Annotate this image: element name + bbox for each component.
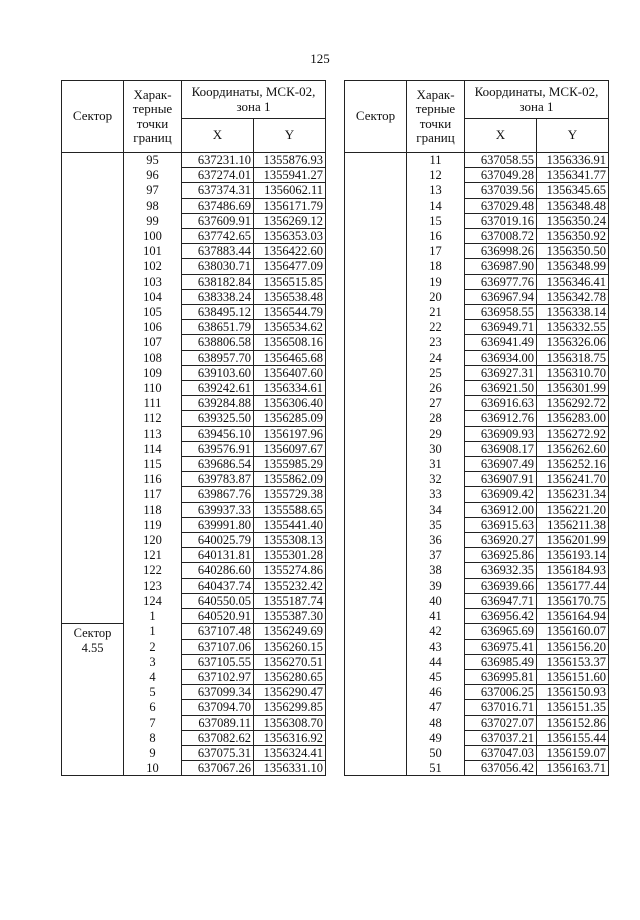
point-number-cell: 15	[407, 213, 465, 228]
y-coordinate-cell: 1355274.86	[254, 563, 326, 578]
x-coordinate-cell: 637008.72	[465, 229, 537, 244]
point-number-cell: 8	[124, 730, 182, 745]
y-coordinate-cell: 1356515.85	[254, 274, 326, 289]
point-number-cell: 21	[407, 305, 465, 320]
sector-cell	[345, 153, 407, 776]
point-number-cell: 104	[124, 289, 182, 304]
y-coordinate-cell: 1356285.09	[254, 411, 326, 426]
point-number-cell: 39	[407, 578, 465, 593]
x-coordinate-cell: 638495.12	[182, 305, 254, 320]
x-coordinate-cell: 639456.10	[182, 426, 254, 441]
y-coordinate-cell: 1356160.07	[537, 624, 609, 639]
x-coordinate-cell: 637094.70	[182, 700, 254, 715]
y-coordinate-cell: 1356310.70	[537, 365, 609, 380]
x-coordinate-cell: 636907.49	[465, 457, 537, 472]
point-number-cell: 7	[124, 715, 182, 730]
x-coordinate-cell: 637105.55	[182, 654, 254, 669]
y-coordinate-cell: 1356252.16	[537, 457, 609, 472]
point-number-cell: 99	[124, 213, 182, 228]
x-coordinate-cell: 636920.27	[465, 533, 537, 548]
x-coordinate-cell: 639242.61	[182, 381, 254, 396]
header-coords: Координаты, МСК-02, зона 1	[182, 81, 326, 119]
y-coordinate-cell: 1356272.92	[537, 426, 609, 441]
x-coordinate-cell: 639937.33	[182, 502, 254, 517]
point-number-cell: 25	[407, 365, 465, 380]
point-number-cell: 14	[407, 198, 465, 213]
y-coordinate-cell: 1356262.60	[537, 441, 609, 456]
point-number-cell: 100	[124, 229, 182, 244]
y-coordinate-cell: 1356292.72	[537, 396, 609, 411]
y-coordinate-cell: 1356316.92	[254, 730, 326, 745]
point-number-cell: 95	[124, 153, 182, 168]
y-coordinate-cell: 1356350.92	[537, 229, 609, 244]
y-coordinate-cell: 1356477.09	[254, 259, 326, 274]
x-coordinate-cell: 640520.91	[182, 609, 254, 624]
x-coordinate-cell: 638182.84	[182, 274, 254, 289]
x-coordinate-cell: 636956.42	[465, 609, 537, 624]
y-coordinate-cell: 1356249.69	[254, 624, 326, 639]
point-number-cell: 20	[407, 289, 465, 304]
point-number-cell: 35	[407, 517, 465, 532]
y-coordinate-cell: 1356342.78	[537, 289, 609, 304]
point-number-cell: 1	[124, 624, 182, 639]
y-coordinate-cell: 1355232.42	[254, 578, 326, 593]
table-row	[62, 624, 326, 639]
point-number-cell: 118	[124, 502, 182, 517]
y-coordinate-cell: 1356338.14	[537, 305, 609, 320]
point-number-cell: 117	[124, 487, 182, 502]
point-number-cell: 108	[124, 350, 182, 365]
x-coordinate-cell: 636912.76	[465, 411, 537, 426]
y-coordinate-cell: 1356164.94	[537, 609, 609, 624]
x-coordinate-cell: 637039.56	[465, 183, 537, 198]
point-number-cell: 119	[124, 517, 182, 532]
y-coordinate-cell: 1356538.48	[254, 289, 326, 304]
x-coordinate-cell: 637075.31	[182, 745, 254, 760]
point-number-cell: 113	[124, 426, 182, 441]
y-coordinate-cell: 1355187.74	[254, 593, 326, 608]
x-coordinate-cell: 639686.54	[182, 457, 254, 472]
page-number: 125	[310, 51, 330, 66]
y-coordinate-cell: 1356201.99	[537, 533, 609, 548]
y-coordinate-cell: 1356465.68	[254, 350, 326, 365]
y-coordinate-cell: 1356318.75	[537, 350, 609, 365]
point-number-cell: 43	[407, 639, 465, 654]
x-coordinate-cell: 636909.42	[465, 487, 537, 502]
y-coordinate-cell: 1356193.14	[537, 548, 609, 563]
point-number-cell: 18	[407, 259, 465, 274]
y-coordinate-cell: 1355441.40	[254, 517, 326, 532]
point-number-cell: 42	[407, 624, 465, 639]
y-coordinate-cell: 1356306.40	[254, 396, 326, 411]
y-coordinate-cell: 1356269.12	[254, 213, 326, 228]
y-coordinate-cell: 1356422.60	[254, 244, 326, 259]
y-coordinate-cell: 1356221.20	[537, 502, 609, 517]
x-coordinate-cell: 637058.55	[465, 153, 537, 168]
point-number-cell: 98	[124, 198, 182, 213]
y-coordinate-cell: 1356350.50	[537, 244, 609, 259]
point-number-cell: 109	[124, 365, 182, 380]
point-number-cell: 96	[124, 168, 182, 183]
x-coordinate-cell: 637056.42	[465, 761, 537, 776]
point-number-cell: 116	[124, 472, 182, 487]
y-coordinate-cell: 1356197.96	[254, 426, 326, 441]
point-number-cell: 1	[124, 609, 182, 624]
point-number-cell: 114	[124, 441, 182, 456]
table-row	[62, 153, 326, 168]
point-number-cell: 11	[407, 153, 465, 168]
y-coordinate-cell: 1356260.15	[254, 639, 326, 654]
x-coordinate-cell: 636915.63	[465, 517, 537, 532]
x-coordinate-cell: 636987.90	[465, 259, 537, 274]
y-coordinate-cell: 1356345.65	[537, 183, 609, 198]
x-coordinate-cell: 636949.71	[465, 320, 537, 335]
y-coordinate-cell: 1356290.47	[254, 685, 326, 700]
y-coordinate-cell: 1356159.07	[537, 745, 609, 760]
y-coordinate-cell: 1355862.09	[254, 472, 326, 487]
x-coordinate-cell: 636975.41	[465, 639, 537, 654]
point-number-cell: 12	[407, 168, 465, 183]
x-coordinate-cell: 639867.76	[182, 487, 254, 502]
x-coordinate-cell: 636967.94	[465, 289, 537, 304]
y-coordinate-cell: 1355387.30	[254, 609, 326, 624]
y-coordinate-cell: 1356270.51	[254, 654, 326, 669]
point-number-cell: 102	[124, 259, 182, 274]
y-coordinate-cell: 1356150.93	[537, 685, 609, 700]
x-coordinate-cell: 637049.28	[465, 168, 537, 183]
x-coordinate-cell: 637231.10	[182, 153, 254, 168]
point-number-cell: 101	[124, 244, 182, 259]
point-number-cell: 26	[407, 381, 465, 396]
x-coordinate-cell: 636965.69	[465, 624, 537, 639]
point-number-cell: 10	[124, 761, 182, 776]
point-number-cell: 47	[407, 700, 465, 715]
coordinates-table-left	[61, 80, 326, 776]
x-coordinate-cell: 637006.25	[465, 685, 537, 700]
x-coordinate-cell: 637374.31	[182, 183, 254, 198]
y-coordinate-cell: 1356152.86	[537, 715, 609, 730]
point-number-cell: 124	[124, 593, 182, 608]
y-coordinate-cell: 1356341.77	[537, 168, 609, 183]
y-coordinate-cell: 1356346.41	[537, 274, 609, 289]
point-number-cell: 105	[124, 305, 182, 320]
y-coordinate-cell: 1356350.24	[537, 213, 609, 228]
y-coordinate-cell: 1356407.60	[254, 365, 326, 380]
point-number-cell: 30	[407, 441, 465, 456]
point-number-cell: 40	[407, 593, 465, 608]
x-coordinate-cell: 636916.63	[465, 396, 537, 411]
y-coordinate-cell: 1356348.48	[537, 198, 609, 213]
x-coordinate-cell: 637107.06	[182, 639, 254, 654]
point-number-cell: 13	[407, 183, 465, 198]
x-coordinate-cell: 637027.07	[465, 715, 537, 730]
point-number-cell: 24	[407, 350, 465, 365]
y-coordinate-cell: 1356184.93	[537, 563, 609, 578]
x-coordinate-cell: 636947.71	[465, 593, 537, 608]
y-coordinate-cell: 1356163.71	[537, 761, 609, 776]
x-coordinate-cell: 636927.31	[465, 365, 537, 380]
point-number-cell: 36	[407, 533, 465, 548]
x-coordinate-cell: 636998.26	[465, 244, 537, 259]
x-coordinate-cell: 636958.55	[465, 305, 537, 320]
point-number-cell: 33	[407, 487, 465, 502]
x-coordinate-cell: 636925.86	[465, 548, 537, 563]
y-coordinate-cell: 1356211.38	[537, 517, 609, 532]
point-number-cell: 28	[407, 411, 465, 426]
x-coordinate-cell: 636977.76	[465, 274, 537, 289]
x-coordinate-cell: 639991.80	[182, 517, 254, 532]
point-number-cell: 32	[407, 472, 465, 487]
x-coordinate-cell: 637742.65	[182, 229, 254, 244]
point-number-cell: 120	[124, 533, 182, 548]
point-number-cell: 45	[407, 669, 465, 684]
table-row	[345, 153, 609, 168]
y-coordinate-cell: 1356170.75	[537, 593, 609, 608]
y-coordinate-cell: 1356301.99	[537, 381, 609, 396]
point-number-cell: 41	[407, 609, 465, 624]
y-coordinate-cell: 1356171.79	[254, 198, 326, 213]
x-coordinate-cell: 638651.79	[182, 320, 254, 335]
point-number-cell: 29	[407, 426, 465, 441]
y-coordinate-cell: 1356280.65	[254, 669, 326, 684]
x-coordinate-cell: 638806.58	[182, 335, 254, 350]
point-number-cell: 38	[407, 563, 465, 578]
y-coordinate-cell: 1356283.00	[537, 411, 609, 426]
point-number-cell: 50	[407, 745, 465, 760]
y-coordinate-cell: 1356153.37	[537, 654, 609, 669]
header-y: Y	[537, 119, 609, 153]
point-number-cell: 44	[407, 654, 465, 669]
x-coordinate-cell: 637107.48	[182, 624, 254, 639]
y-coordinate-cell: 1355308.13	[254, 533, 326, 548]
x-coordinate-cell: 636985.49	[465, 654, 537, 669]
y-coordinate-cell: 1355941.27	[254, 168, 326, 183]
header-sector: Сектор	[345, 81, 407, 153]
x-coordinate-cell: 637883.44	[182, 244, 254, 259]
point-number-cell: 123	[124, 578, 182, 593]
y-coordinate-cell: 1356508.16	[254, 335, 326, 350]
x-coordinate-cell: 637047.03	[465, 745, 537, 760]
x-coordinate-cell: 636908.17	[465, 441, 537, 456]
y-coordinate-cell: 1356177.44	[537, 578, 609, 593]
x-coordinate-cell: 637274.01	[182, 168, 254, 183]
x-coordinate-cell: 638030.71	[182, 259, 254, 274]
point-number-cell: 17	[407, 244, 465, 259]
x-coordinate-cell: 636934.00	[465, 350, 537, 365]
y-coordinate-cell: 1356151.35	[537, 700, 609, 715]
y-coordinate-cell: 1355985.29	[254, 457, 326, 472]
coordinates-table-right	[344, 80, 609, 776]
x-coordinate-cell: 637089.11	[182, 715, 254, 730]
x-coordinate-cell: 639576.91	[182, 441, 254, 456]
y-coordinate-cell: 1356156.20	[537, 639, 609, 654]
y-coordinate-cell: 1356334.61	[254, 381, 326, 396]
y-coordinate-cell: 1356332.55	[537, 320, 609, 335]
x-coordinate-cell: 637102.97	[182, 669, 254, 684]
x-coordinate-cell: 639103.60	[182, 365, 254, 380]
x-coordinate-cell: 636921.50	[465, 381, 537, 396]
x-coordinate-cell: 637609.91	[182, 213, 254, 228]
x-coordinate-cell: 636912.00	[465, 502, 537, 517]
point-number-cell: 121	[124, 548, 182, 563]
point-number-cell: 34	[407, 502, 465, 517]
y-coordinate-cell: 1356299.85	[254, 700, 326, 715]
x-coordinate-cell: 640437.74	[182, 578, 254, 593]
x-coordinate-cell: 638338.24	[182, 289, 254, 304]
x-coordinate-cell: 636939.66	[465, 578, 537, 593]
y-coordinate-cell: 1355588.65	[254, 502, 326, 517]
x-coordinate-cell: 637082.62	[182, 730, 254, 745]
y-coordinate-cell: 1356326.06	[537, 335, 609, 350]
x-coordinate-cell: 636907.91	[465, 472, 537, 487]
header-y: Y	[254, 119, 326, 153]
point-number-cell: 115	[124, 457, 182, 472]
point-number-cell: 3	[124, 654, 182, 669]
x-coordinate-cell: 637019.16	[465, 213, 537, 228]
x-coordinate-cell: 637029.48	[465, 198, 537, 213]
point-number-cell: 49	[407, 730, 465, 745]
point-number-cell: 97	[124, 183, 182, 198]
x-coordinate-cell: 640131.81	[182, 548, 254, 563]
y-coordinate-cell: 1356534.62	[254, 320, 326, 335]
header-point: Харак-терные точки границ	[124, 81, 182, 153]
table-body-right	[345, 153, 609, 776]
x-coordinate-cell: 636995.81	[465, 669, 537, 684]
point-number-cell: 23	[407, 335, 465, 350]
point-number-cell: 2	[124, 639, 182, 654]
y-coordinate-cell: 1356353.03	[254, 229, 326, 244]
y-coordinate-cell: 1355301.28	[254, 548, 326, 563]
point-number-cell: 16	[407, 229, 465, 244]
x-coordinate-cell: 640550.05	[182, 593, 254, 608]
y-coordinate-cell: 1356308.70	[254, 715, 326, 730]
y-coordinate-cell: 1356097.67	[254, 441, 326, 456]
point-number-cell: 19	[407, 274, 465, 289]
x-coordinate-cell: 636932.35	[465, 563, 537, 578]
x-coordinate-cell: 637037.21	[465, 730, 537, 745]
point-number-cell: 22	[407, 320, 465, 335]
point-number-cell: 111	[124, 396, 182, 411]
point-number-cell: 106	[124, 320, 182, 335]
y-coordinate-cell: 1356348.99	[537, 259, 609, 274]
x-coordinate-cell: 637016.71	[465, 700, 537, 715]
y-coordinate-cell: 1356324.41	[254, 745, 326, 760]
point-number-cell: 48	[407, 715, 465, 730]
x-coordinate-cell: 640286.60	[182, 563, 254, 578]
point-number-cell: 4	[124, 669, 182, 684]
y-coordinate-cell: 1356331.10	[254, 761, 326, 776]
y-coordinate-cell: 1356336.91	[537, 153, 609, 168]
point-number-cell: 110	[124, 381, 182, 396]
header-point: Харак-терные точки границ	[407, 81, 465, 153]
point-number-cell: 27	[407, 396, 465, 411]
point-number-cell: 112	[124, 411, 182, 426]
table-body-left	[62, 153, 326, 776]
header-x: X	[465, 119, 537, 153]
point-number-cell: 37	[407, 548, 465, 563]
y-coordinate-cell: 1356231.34	[537, 487, 609, 502]
x-coordinate-cell: 640025.79	[182, 533, 254, 548]
y-coordinate-cell: 1355729.38	[254, 487, 326, 502]
x-coordinate-cell: 637067.26	[182, 761, 254, 776]
x-coordinate-cell: 636909.93	[465, 426, 537, 441]
header-x: X	[182, 119, 254, 153]
point-number-cell: 6	[124, 700, 182, 715]
y-coordinate-cell: 1356155.44	[537, 730, 609, 745]
x-coordinate-cell: 639325.50	[182, 411, 254, 426]
point-number-cell: 5	[124, 685, 182, 700]
y-coordinate-cell: 1356151.60	[537, 669, 609, 684]
y-coordinate-cell: 1355876.93	[254, 153, 326, 168]
sector-cell	[62, 153, 124, 624]
y-coordinate-cell: 1356062.11	[254, 183, 326, 198]
x-coordinate-cell: 637486.69	[182, 198, 254, 213]
point-number-cell: 31	[407, 457, 465, 472]
header-sector: Сектор	[62, 81, 124, 153]
y-coordinate-cell: 1356241.70	[537, 472, 609, 487]
y-coordinate-cell: 1356544.79	[254, 305, 326, 320]
x-coordinate-cell: 636941.49	[465, 335, 537, 350]
x-coordinate-cell: 638957.70	[182, 350, 254, 365]
sector-cell: Сектор 4.55	[62, 624, 124, 776]
x-coordinate-cell: 637099.34	[182, 685, 254, 700]
point-number-cell: 122	[124, 563, 182, 578]
point-number-cell: 46	[407, 685, 465, 700]
x-coordinate-cell: 639783.87	[182, 472, 254, 487]
header-coords: Координаты, МСК-02, зона 1	[465, 81, 609, 119]
point-number-cell: 103	[124, 274, 182, 289]
point-number-cell: 9	[124, 745, 182, 760]
x-coordinate-cell: 639284.88	[182, 396, 254, 411]
point-number-cell: 51	[407, 761, 465, 776]
point-number-cell: 107	[124, 335, 182, 350]
